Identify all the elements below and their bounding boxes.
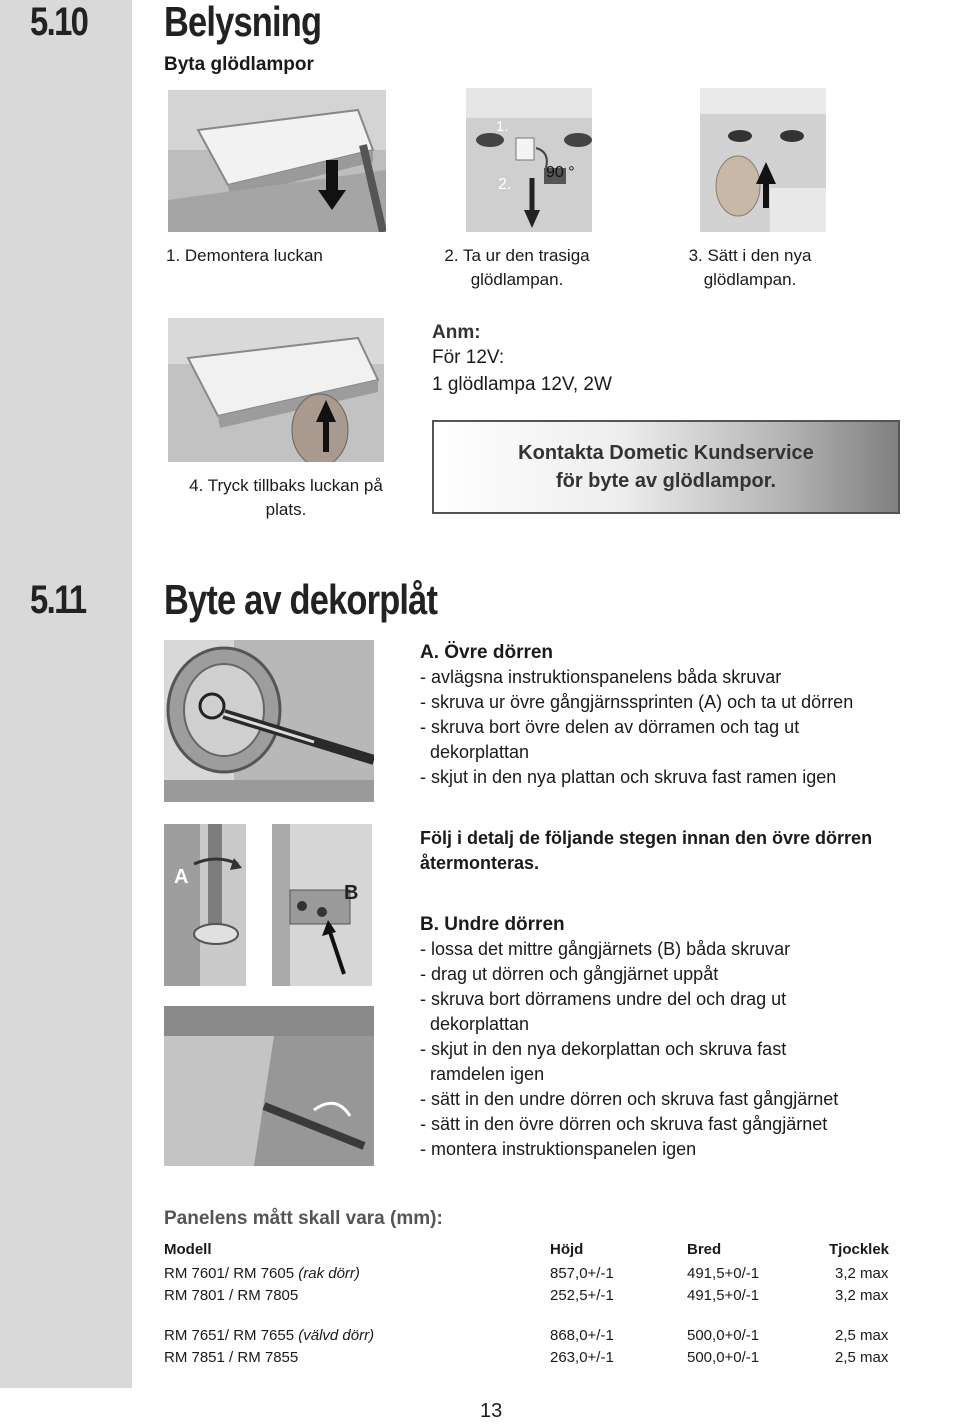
panel-dimensions-table xyxy=(164,1236,909,1368)
photo2-label-1: 1. xyxy=(496,118,509,135)
table-row: RM 7851 / RM 7855 263,0+/-1 500,0+0/-1 2,5 max xyxy=(164,1348,889,1366)
photo-lower-door-screw xyxy=(164,1006,374,1166)
subtitle-byta-glodlampor: Byta glödlampor xyxy=(164,54,314,75)
col-modell: Modell xyxy=(164,1240,212,1258)
caption-step-1: 1. Demontera luckan xyxy=(166,246,323,265)
label-b: B xyxy=(344,882,359,904)
photo2-label-2: 2. xyxy=(498,176,512,193)
follow-steps-note: Följ i detalj de följande stegen innan den övre dörren återmonteras. xyxy=(420,828,873,873)
section-title-byte-av-dekorplat: Byte av dekorplåt xyxy=(164,576,438,623)
page-number: 13 xyxy=(480,1400,503,1422)
photo2-label-90: 90 ° xyxy=(546,164,575,181)
label-a: A xyxy=(174,866,189,888)
lower-door-instructions: B. Undre dörren - lossa det mittre gångjärnets (B) båda skruvar - drag ut dörren och gångjärnet uppåt - skruva bort dörramens undre del och drag ut dekorplattan - skjut in den nya dekorplattan och skruva fast ramdelen igen - sätt in den undre dörren och skruva fast gångjärnet - sätt in den övre dörren och skruva fast gångjärnet - montera instruktionspanelen igen xyxy=(420,914,839,1159)
table-row: RM 7651/ RM 7655 (välvd dörr) 868,0+/-1 500,0+0/-1 2,5 max xyxy=(164,1326,889,1344)
section-number-5-10: 5.10 xyxy=(30,0,88,44)
section-title-belysning: Belysning xyxy=(164,0,322,45)
caption-step-4: 4. Tryck tillbaks luckan på plats. xyxy=(189,476,383,519)
photo-hinge-b xyxy=(272,824,372,986)
col-tjocklek: Tjocklek xyxy=(829,1240,890,1258)
panel-table-heading: Panelens mått skall vara (mm): xyxy=(164,1208,443,1229)
section-number-5-11: 5.11 xyxy=(30,578,86,622)
table-row: RM 7601/ RM 7605 (rak dörr) 857,0+/-1 491,5+0/-1 3,2 max xyxy=(164,1264,889,1282)
table-header-row xyxy=(164,1236,909,1262)
grey-sidebar xyxy=(0,0,132,1388)
photo-hinge-a xyxy=(164,824,246,986)
caption-step-3: 3. Sätt i den nya glödlampan. xyxy=(688,246,812,289)
photo-remove-hinge-pin xyxy=(164,640,374,802)
table-spacer xyxy=(164,1306,909,1324)
table-row: RM 7801 / RM 7805 252,5+/-1 491,5+0/-1 3,2 max xyxy=(164,1286,889,1304)
contact-dometic-box: Kontakta Dometic Kundservice för byte av glödlampor. xyxy=(432,420,900,514)
note-12v: Anm: För 12V: 1 glödlampa 12V, 2W xyxy=(432,322,612,395)
col-hojd: Höjd xyxy=(550,1240,584,1258)
upper-door-instructions: A. Övre dörren - avlägsna instruktionspanelens båda skruvar - skruva ur övre gångjärnssprinten (A) och ta ut dörren - skruva bort övre delen av dörramen och tag ut dekorplattan - skjut in den nya plattan och skruva fast ramen igen xyxy=(420,642,854,787)
caption-step-2: 2. Ta ur den trasiga glödlampan. xyxy=(444,246,590,289)
photo-remove-cover xyxy=(168,90,386,232)
photo-insert-bulb xyxy=(700,88,826,232)
photo-take-out-bulb xyxy=(466,88,592,232)
photo-push-back-cover xyxy=(168,318,384,462)
col-bred: Bred xyxy=(687,1240,722,1258)
